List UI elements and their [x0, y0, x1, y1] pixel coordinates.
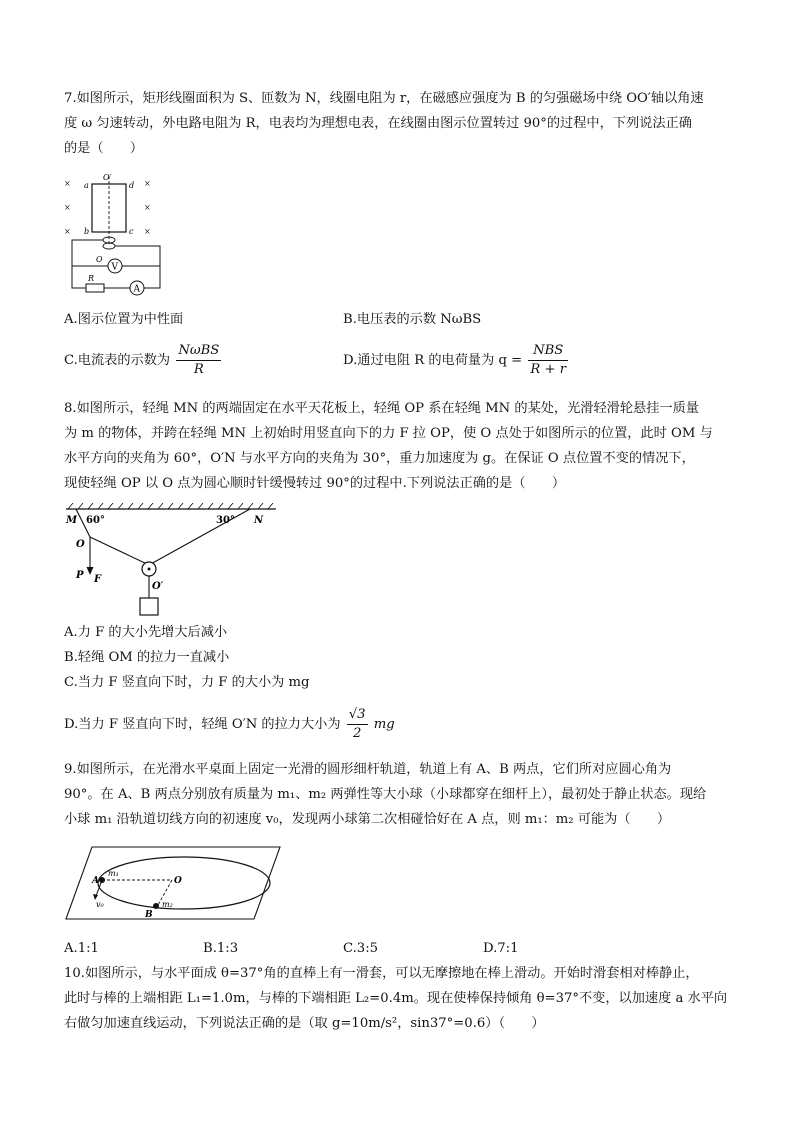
q7-option-d-denominator: R + r — [530, 362, 567, 377]
q7-text-line-3: 的是（ ） — [64, 141, 144, 156]
svg-text:×: × — [144, 179, 151, 188]
q8-option-d-numerator: √3 — [347, 706, 368, 725]
label-b: B — [145, 910, 153, 920]
ball-m2 — [153, 903, 159, 909]
q7-option-a: A.图示位置为中性面 — [64, 312, 184, 327]
q9-text-line-2: 90°。在 A、B 两点分别放有质量为 m₁、m₂ 两弹性等大小球（小球都穿在细杆上），最初处于静止状态。现给 — [64, 787, 707, 802]
force-f-arrowhead — [87, 567, 94, 575]
label-60-degree: 60° — [86, 515, 105, 526]
label-a: a — [84, 181, 89, 190]
q7-option-c-text: C.电流表的示数为 — [64, 353, 171, 368]
label-a: A — [92, 876, 99, 886]
q7-option-d-numerator: NBS — [528, 342, 568, 361]
q7-option-b: B.电压表的示数 NωBS — [343, 312, 482, 327]
voltmeter-label: V — [111, 262, 118, 273]
label-n: N — [254, 515, 264, 526]
q10-text-line-3: 右做匀加速直线运动，下列说法正确的是（取 g=10m/s²，sin37°=0.6）（ ） — [64, 1016, 545, 1031]
pulley-axle — [148, 568, 151, 571]
resistor-label: R — [88, 274, 95, 283]
label-30-degree: 30° — [216, 515, 235, 526]
ammeter-label: A — [133, 284, 140, 295]
q8-text-line-1: 8.如图所示，轻绳 MN 的两端固定在水平天花板上，轻绳 OP 系在轻绳 MN 的某处，光滑轻滑轮悬挂一质量 — [64, 401, 699, 416]
label-f: F — [94, 574, 102, 585]
q7-option-d-fraction — [528, 342, 568, 379]
q7-option-d-text: D.通过电阻 R 的电荷量为 q = — [343, 353, 523, 368]
q9-option-b: B.1:3 — [203, 941, 239, 956]
q9-text-line-3: 小球 m₁ 沿轨道切线方向的初速度 v₀，发现两小球第二次相碰恰好在 A 点，则 m₁：m₂ 可能为（ ） — [64, 812, 671, 827]
svg-text:×: × — [64, 227, 71, 236]
label-o-prime: O′ — [103, 173, 112, 182]
q7-coil-circuit-figure — [60, 170, 170, 300]
q7-option-c — [64, 342, 223, 379]
q8-option-d-suffix: mg — [373, 717, 395, 732]
q8-option-d-text: D.当力 F 竖直向下时，轻绳 O′N 的拉力大小为 — [64, 717, 341, 732]
q8-option-d-fraction — [347, 706, 368, 743]
q7-option-c-numerator: NωBS — [176, 342, 221, 361]
label-c: c — [129, 227, 134, 236]
rope-o-to-pulley — [90, 537, 149, 565]
resistor-icon — [86, 284, 104, 292]
ceiling-hatching — [68, 503, 273, 509]
q7-text-line-2: 度 ω 匀速转动，外电路电阻为 R，电表均为理想电表，在线圈由图示位置转过 90°的过程中，下列说法正确 — [64, 116, 692, 131]
label-m1: m₁ — [108, 869, 119, 878]
q7-option-c-fraction — [176, 342, 221, 379]
label-o: O — [76, 539, 85, 550]
q9-circular-track-figure — [62, 843, 284, 925]
label-m2: m₂ — [162, 900, 173, 909]
magnetic-field-crosses — [64, 179, 151, 236]
q8-text-line-3: 水平方向的夹角为 60°，O′N 与水平方向的夹角为 30°，重力加速度为 g。在保证 O 点位置不变的情况下， — [64, 451, 695, 466]
svg-text:×: × — [64, 203, 71, 212]
q9-option-d: D.7:1 — [483, 941, 519, 956]
svg-text:×: × — [144, 203, 151, 212]
q10-text-line-1: 10.如图所示，与水平面成 θ=37°角的直棒上有一滑套，可以无摩擦地在棒上滑动。开始时滑套相对棒静止， — [64, 966, 699, 981]
label-o-prime: O′ — [152, 581, 164, 592]
label-b: b — [84, 227, 90, 236]
label-o: O — [174, 876, 182, 886]
label-v0: v₀ — [96, 900, 104, 909]
q10-text-line-2: 此时与棒的上端相距 L₁=1.0m，与棒的下端相距 L₂=0.4m。现在使棒保持倾角 θ=37°不变，以加速度 a 水平向 — [64, 991, 728, 1006]
label-o: O — [96, 255, 103, 264]
q8-option-d-denominator: 2 — [352, 726, 362, 741]
q7-text-line-1: 7.如图所示，矩形线圈面积为 S、匝数为 N，线圈电阻为 r，在磁感应强度为 B 的匀强磁场中绕 OO′轴以角速 — [64, 91, 704, 106]
q8-text-line-4: 现使轻绳 OP 以 O 点为圆心顺时针缓慢转过 90°的过程中.下列说法正确的是（ ） — [64, 476, 566, 491]
hanging-block — [140, 598, 158, 615]
label-m: M — [66, 515, 78, 526]
q8-rope-pulley-figure — [62, 503, 282, 621]
q7-option-d — [343, 342, 570, 379]
svg-text:×: × — [64, 179, 71, 188]
q8-option-a: A.力 F 的大小先增大后减小 — [64, 625, 228, 640]
q9-text-line-1: 9.如图所示，在光滑水平桌面上固定一光滑的圆形细杆轨道，轨道上有 A、B 两点，它们所对应圆心角为 — [64, 762, 672, 777]
rope-o-prime-n — [149, 509, 250, 565]
label-d: d — [129, 181, 135, 190]
circular-track — [98, 857, 270, 909]
q7-option-c-denominator: R — [193, 362, 204, 377]
q9-option-c: C.3:5 — [343, 941, 379, 956]
label-p: P — [76, 570, 84, 581]
q8-option-b: B.轻绳 OM 的拉力一直减小 — [64, 650, 230, 665]
q8-option-d — [64, 706, 395, 743]
svg-text:×: × — [144, 227, 151, 236]
q8-option-c: C.当力 F 竖直向下时，力 F 的大小为 mg — [64, 675, 310, 690]
q8-text-line-2: 为 m 的物体，并跨在轻绳 MN 上初始时用竖直向下的力 F 拉 OP，使 O 点处于如图所示的位置，此时 OM 与 — [64, 426, 713, 441]
q9-option-a: A.1:1 — [64, 941, 99, 956]
